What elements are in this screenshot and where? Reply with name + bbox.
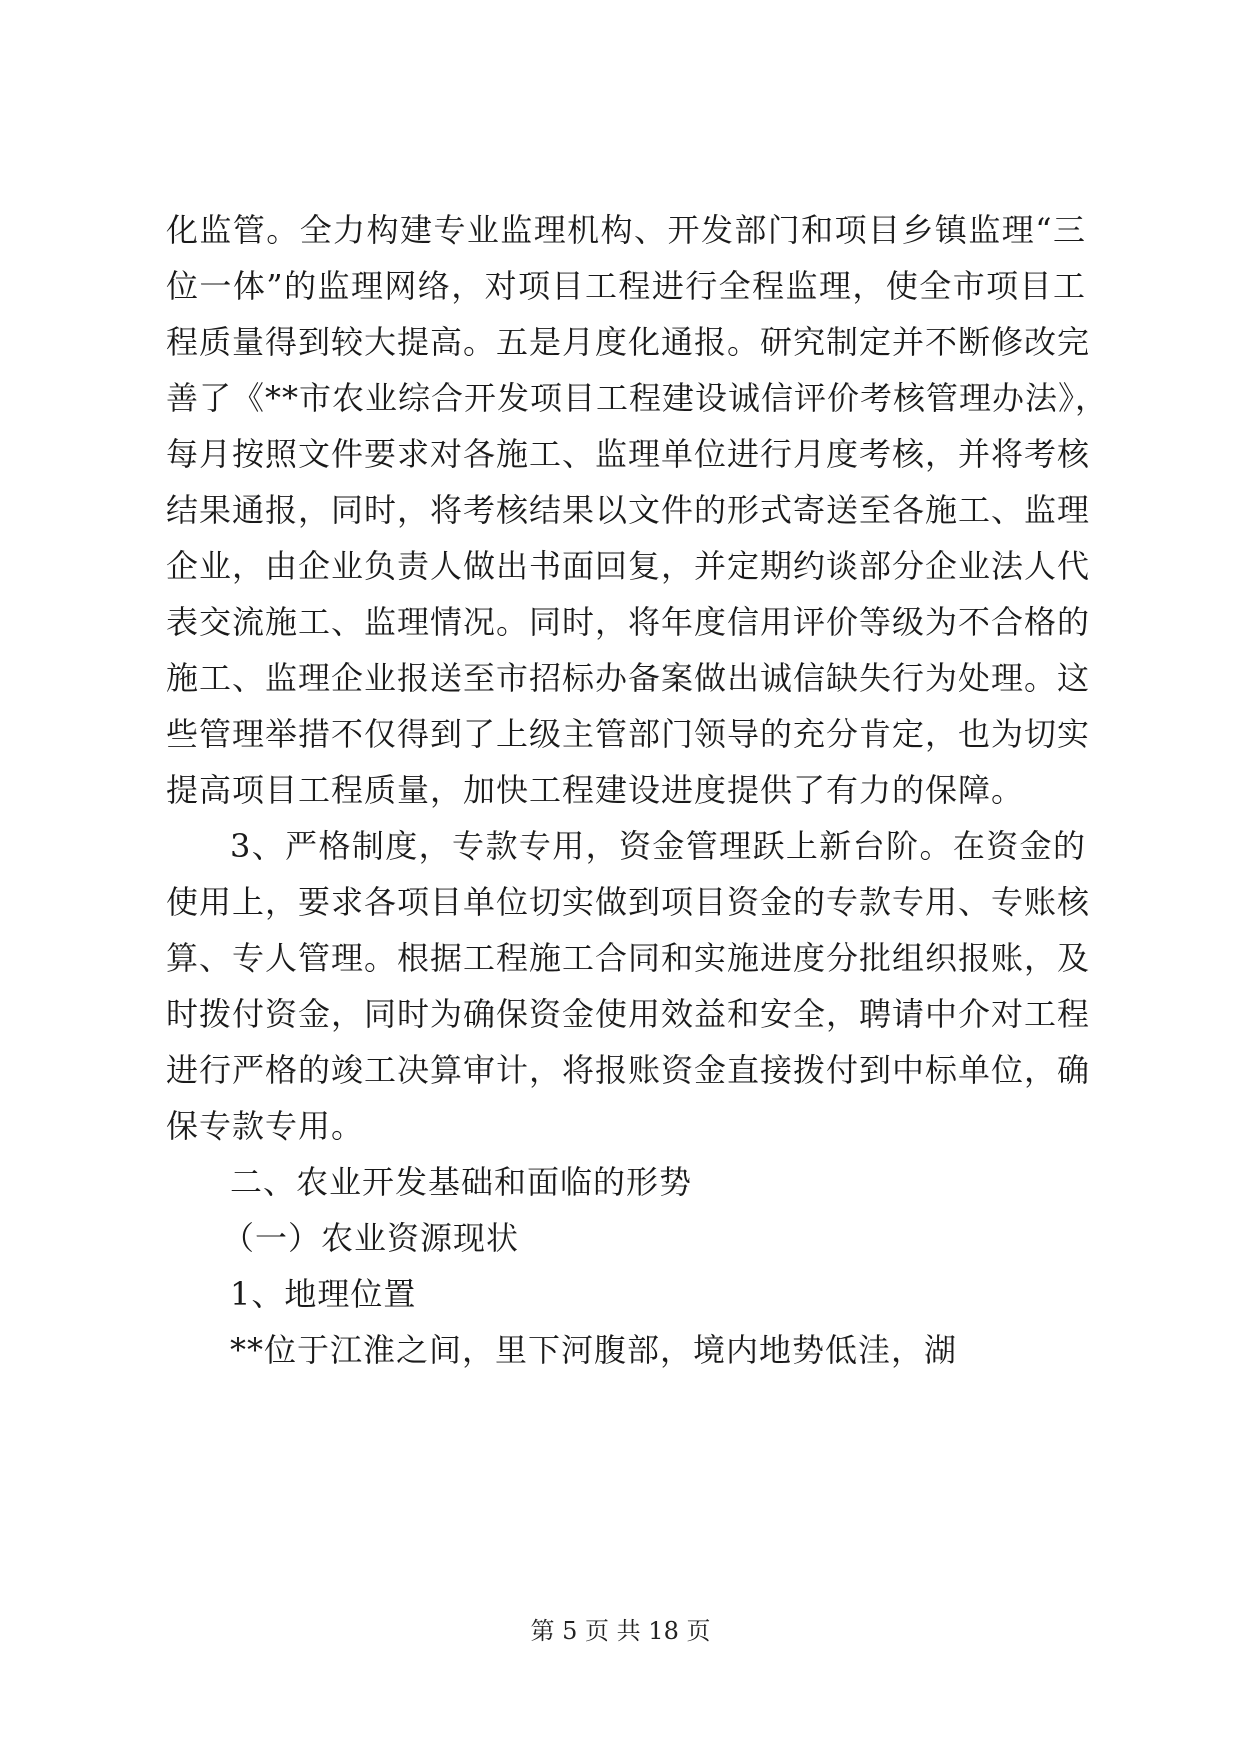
- page-number-footer: 第 5 页 共 18 页: [530, 1617, 711, 1645]
- body-line: 时拨付资金，同时为确保资金使用效益和安全，聘请中介对工程: [166, 995, 1091, 1033]
- body-line: 化监管。全力构建专业监理机构、开发部门和项目乡镇监理“三: [166, 211, 1086, 249]
- body-line: 结果通报，同时，将考核结果以文件的形式寄送至各施工、监理: [166, 491, 1091, 529]
- body-line: **位于江淮之间，里下河腹部，境内地势低洼，湖: [230, 1331, 958, 1369]
- body-line: 算、专人管理。根据工程施工合同和实施进度分批组织报账，及: [166, 939, 1091, 977]
- body-line: 进行严格的竣工决算审计，将报账资金直接拨付到中标单位，确: [166, 1051, 1091, 1089]
- body-line: 3、严格制度，专款专用，资金管理跃上新台阶。在资金的: [230, 827, 1086, 865]
- body-line: 位一体”的监理网络，对项目工程进行全程监理，使全市项目工: [166, 267, 1086, 305]
- body-line: 程质量得到较大提高。五是月度化通报。研究制定并不断修改完: [166, 323, 1091, 361]
- section-heading: 二、农业开发基础和面临的形势: [230, 1163, 693, 1201]
- body-line: 企业，由企业负责人做出书面回复，并定期约谈部分企业法人代: [166, 547, 1091, 585]
- body-line: 些管理举措不仅得到了上级主管部门领导的充分肯定，也为切实: [166, 715, 1091, 753]
- body-line: 保专款专用。: [166, 1107, 365, 1145]
- item-heading: 1、地理位置: [230, 1275, 417, 1313]
- body-line: 施工、监理企业报送至市招标办备案做出诚信缺失行为处理。这: [166, 659, 1091, 697]
- body-line: 表交流施工、监理情况。同时，将年度信用评价等级为不合格的: [166, 603, 1091, 641]
- body-line: 善了《**市农业综合开发项目工程建设诚信评价考核管理办法》，: [166, 379, 1109, 417]
- body-line: 提高项目工程质量，加快工程建设进度提供了有力的保障。: [166, 771, 1025, 809]
- subsection-heading: （一）农业资源现状: [222, 1219, 520, 1257]
- body-line: 使用上，要求各项目单位切实做到项目资金的专款专用、专账核: [166, 883, 1091, 921]
- body-line: 每月按照文件要求对各施工、监理单位进行月度考核，并将考核: [166, 435, 1091, 473]
